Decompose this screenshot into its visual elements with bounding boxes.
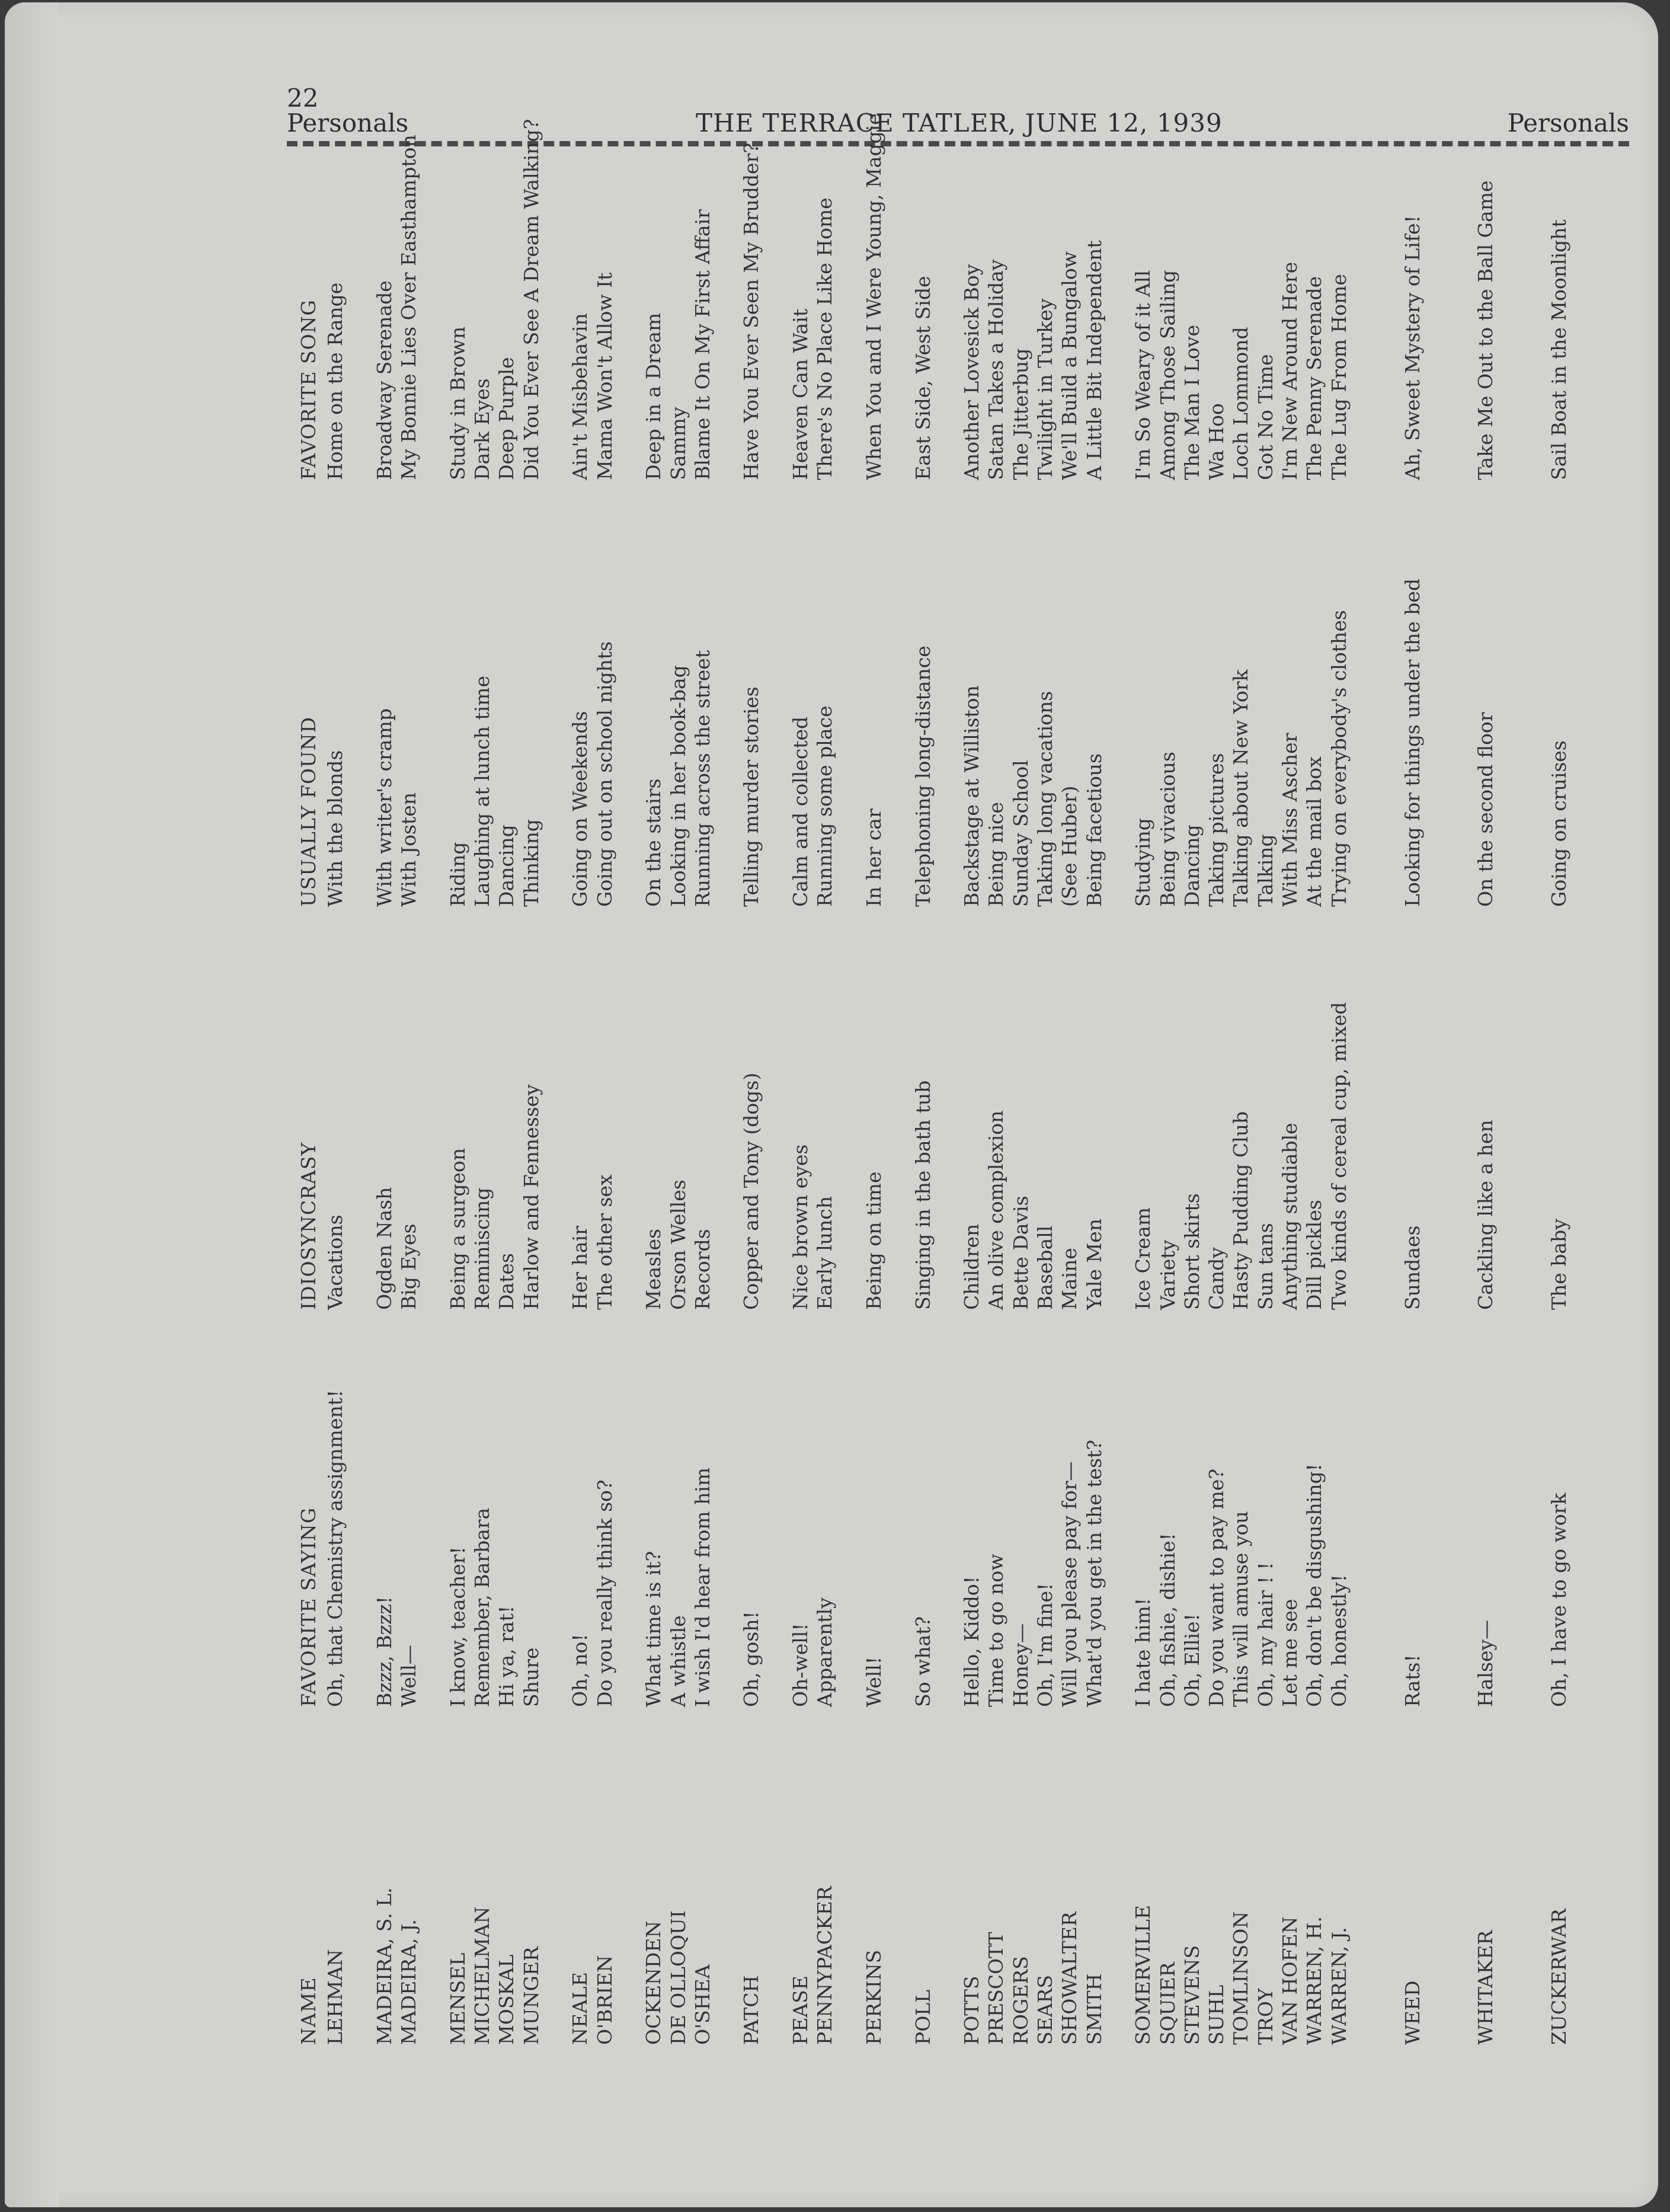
cell-idiosyncrasy: Harlow and Fennessey [519, 1084, 543, 1310]
cell-saying: I hate him! [1131, 1597, 1155, 1707]
column-header-saying: FAVORITE SAYING [297, 1507, 320, 1707]
cell-song: The Man I Love [1180, 325, 1204, 480]
section-label-left: Personals [287, 108, 409, 138]
cell-found: Backstage at Williston [960, 685, 984, 907]
cell-name: TROY [1253, 1988, 1277, 2045]
cell-song: East Side, West Side [911, 276, 935, 480]
cell-saying: Let me see [1278, 1599, 1301, 1707]
cell-name: MADEIRA, S. L. [372, 1887, 396, 2045]
cell-saying: Oh, honestly! [1327, 1574, 1351, 1707]
cell-idiosyncrasy: Measles [642, 1229, 666, 1310]
cell-idiosyncrasy: Anything studiable [1278, 1123, 1301, 1310]
cell-song: Deep Purple [495, 357, 519, 480]
cell-idiosyncrasy: Being on time [862, 1171, 885, 1310]
cell-name: MADEIRA, J. [397, 1919, 421, 2045]
cell-name: SEARS [1034, 1975, 1057, 2045]
cell-song: The Lug From Home [1327, 274, 1351, 480]
cell-name: SHOWALTER [1058, 1911, 1082, 2045]
cell-name: POLL [911, 1989, 935, 2045]
cell-song: Broadway Serenade [372, 280, 396, 480]
cell-found: Thinking [519, 819, 543, 907]
cell-found: Going on Weekends [568, 711, 592, 907]
page-fold-shadow [5, 2, 58, 2207]
cell-idiosyncrasy: Children [960, 1223, 984, 1310]
cell-name: STEVENS [1180, 1945, 1204, 2045]
cell-found: Dancing [1180, 824, 1204, 907]
cell-found: At the mail box [1303, 756, 1326, 907]
cell-saying: Time to go now [984, 1553, 1008, 1707]
cell-found: In her car [862, 808, 885, 907]
cell-song: My Bonnie Lies Over Easthampton [397, 135, 421, 480]
cell-song: Ain't Misbehavin [568, 313, 592, 480]
cell-idiosyncrasy: Bette Davis [1009, 1195, 1032, 1310]
cell-song: Mama Won't Allow It [593, 272, 616, 480]
cell-song: Wa Hoo [1205, 403, 1228, 480]
cell-idiosyncrasy: Yale Men [1082, 1218, 1106, 1310]
cell-found: (See Huber) [1058, 785, 1082, 907]
cell-idiosyncrasy: Ice Cream [1131, 1207, 1155, 1310]
cell-name: WEED [1400, 1980, 1424, 2045]
cell-name: PENNYPACKER [813, 1886, 837, 2045]
cell-found: Being vivacious [1156, 752, 1179, 907]
cell-found: With Miss Ascher [1278, 733, 1301, 907]
cell-idiosyncrasy: Two kinds of cereal cup, mixed [1327, 1002, 1351, 1310]
cell-saying: Oh, fishie, dishie! [1156, 1533, 1179, 1707]
cell-name: WARREN, J. [1327, 1927, 1351, 2045]
cell-found: Telling murder stories [740, 686, 763, 907]
cell-song: Sammy [666, 407, 690, 480]
cell-name: MUNGER [519, 1946, 543, 2045]
cell-found: With writer's cramp [372, 708, 396, 907]
cell-saying: A whistle [666, 1615, 690, 1707]
cell-song: Among Those Sailing [1156, 270, 1179, 480]
cell-found: Studying [1131, 818, 1155, 907]
cell-saying: Well— [397, 1645, 421, 1707]
cell-idiosyncrasy: An olive complexion [984, 1110, 1008, 1310]
cell-found: Looking in her book-bag [666, 665, 690, 907]
cell-saying: Do you want to pay me? [1205, 1468, 1228, 1707]
cell-saying: Oh, don't be disgushing! [1303, 1463, 1326, 1707]
cell-saying: Halsey— [1474, 1619, 1498, 1707]
cell-song: Heaven Can Wait [789, 308, 812, 480]
cell-found: Talking about New York [1229, 669, 1253, 907]
cell-name: TOMLINSON [1229, 1911, 1253, 2045]
cell-song: We'll Build a Bungalow [1058, 251, 1082, 480]
cell-name: ZUCKERWAR [1547, 1909, 1571, 2045]
cell-name: PATCH [740, 1975, 763, 2045]
cell-name: PEASE [789, 1976, 812, 2045]
cell-name: O'BRIEN [593, 1955, 616, 2045]
cell-found: With the blonds [324, 750, 347, 907]
cell-name: VAN HOFEN [1278, 1916, 1301, 2045]
cell-found: Running across the street [690, 650, 714, 907]
cell-saying: I wish I'd hear from him [690, 1467, 714, 1707]
cell-saying: Will you please pay for— [1058, 1461, 1082, 1707]
cell-saying: Oh, Ellie! [1180, 1613, 1204, 1707]
cell-found: Taking pictures [1205, 753, 1228, 907]
cell-song: Study in Brown [446, 326, 469, 480]
cell-saying: What'd you get in the test? [1082, 1440, 1106, 1707]
cell-idiosyncrasy: Sun tans [1253, 1223, 1277, 1310]
cell-song: Loch Lommond [1229, 327, 1253, 480]
cell-song: I'm New Around Here [1278, 261, 1301, 480]
cell-name: POTTS [960, 1976, 984, 2045]
cell-song: Twilight in Turkey [1034, 298, 1057, 480]
cell-song: The Jitterbug [1009, 348, 1032, 480]
cell-song: Got No Time [1253, 354, 1277, 480]
cell-saying: Shure [519, 1647, 543, 1707]
cell-saying: Remember, Barbara [471, 1507, 494, 1707]
cell-song: Sail Boat in the Moonlight [1547, 219, 1571, 480]
cell-saying: This will amuse you [1229, 1511, 1253, 1707]
cell-found: On the second floor [1474, 712, 1498, 907]
cell-idiosyncrasy: The baby [1547, 1219, 1571, 1310]
cell-saying: Oh, I have to go work [1547, 1492, 1571, 1707]
cell-song: The Penny Serenade [1303, 276, 1326, 480]
section-label-right: Personals [1507, 108, 1629, 138]
cell-name: LEHMAN [324, 1949, 347, 2045]
cell-name: MICHELMAN [471, 1906, 494, 2045]
cell-found: Being nice [984, 801, 1008, 907]
cell-name: WHITAKER [1474, 1930, 1498, 2045]
cell-saying: Oh, my hair ! ! [1253, 1562, 1277, 1707]
cell-found: Looking for things under the bed [1400, 578, 1424, 907]
cell-saying: Honey— [1009, 1623, 1032, 1707]
cell-song: Satan Takes a Holiday [984, 259, 1008, 480]
cell-idiosyncrasy: Dates [495, 1253, 519, 1310]
cell-song: Dark Eyes [471, 378, 494, 480]
cell-name: O'SHEA [690, 1964, 714, 2045]
cell-idiosyncrasy: Short skirts [1180, 1193, 1204, 1310]
cell-song: When You and I Were Young, Maggie [862, 113, 885, 480]
cell-song: Home on the Range [324, 282, 347, 480]
cell-found: Taking long vacations [1034, 691, 1057, 907]
cell-idiosyncrasy: Hasty Pudding Club [1229, 1111, 1253, 1310]
cell-idiosyncrasy: Sundaes [1400, 1225, 1424, 1310]
cell-found: Going out on school nights [593, 641, 616, 907]
cell-saying: I know, teacher! [446, 1546, 469, 1707]
cell-idiosyncrasy: Baseball [1034, 1225, 1057, 1310]
cell-saying: Rats! [1400, 1654, 1424, 1707]
cell-idiosyncrasy: Her hair [568, 1226, 592, 1310]
column-header-idiosyncrasy: IDIOSYNCRASY [297, 1142, 320, 1310]
cell-idiosyncrasy: Candy [1205, 1247, 1228, 1310]
cell-idiosyncrasy: Copper and Tony (dogs) [740, 1072, 763, 1310]
cell-song: Another Lovesick Boy [960, 264, 984, 480]
cell-idiosyncrasy: Singing in the bath tub [911, 1080, 935, 1310]
cell-song: A Little Bit Independent [1082, 240, 1106, 480]
cell-name: SQUIER [1156, 1962, 1179, 2045]
cell-idiosyncrasy: Dill pickles [1303, 1200, 1326, 1310]
cell-found: On the stairs [642, 778, 666, 907]
cell-saying: Hello, Kiddo! [960, 1576, 984, 1707]
column-header-song: FAVORITE SONG [297, 299, 320, 480]
cell-found: Dancing [495, 824, 519, 907]
cell-found: Being facetious [1082, 753, 1106, 907]
cell-found: Running some place [813, 705, 837, 907]
cell-saying: What time is it? [642, 1551, 666, 1707]
cell-idiosyncrasy: Nice brown eyes [789, 1144, 812, 1310]
cell-saying: Do you really think so? [593, 1479, 616, 1707]
cell-song: Ah, Sweet Mystery of Life! [1400, 215, 1424, 480]
cell-idiosyncrasy: Records [690, 1229, 714, 1310]
cell-found: With Josten [397, 792, 421, 907]
cell-song: Blame It On My First Affair [690, 209, 714, 480]
cell-name: WARREN, H. [1303, 1916, 1326, 2045]
cell-song: Did You Ever See A Dream Walking? [519, 119, 543, 480]
cell-name: NEALE [568, 1972, 592, 2045]
cell-saying: Well! [862, 1656, 885, 1707]
cell-song: Have You Ever Seen My Brudder? [740, 142, 763, 480]
cell-saying: Oh-well! [789, 1623, 812, 1707]
cell-found: Telephoning long-distance [911, 645, 935, 907]
page-number: 22 [287, 84, 319, 113]
cell-found: Going on cruises [1547, 740, 1571, 907]
cell-saying: So what? [911, 1616, 935, 1707]
cell-found: Calm and collected [789, 716, 812, 907]
cell-saying: Apparently [813, 1597, 837, 1707]
cell-found: Sunday School [1009, 760, 1032, 907]
cell-name: MOSKAL [495, 1954, 519, 2045]
cell-saying: Bzzz, Bzzz! [372, 1596, 396, 1707]
cell-saying: Oh, no! [568, 1634, 592, 1707]
cell-saying: Oh, gosh! [740, 1611, 763, 1707]
cell-idiosyncrasy: Being a surgeon [446, 1147, 469, 1310]
cell-idiosyncrasy: Big Eyes [397, 1223, 421, 1310]
cell-name: SUHL [1205, 1984, 1228, 2045]
cell-name: OCKENDEN [642, 1920, 666, 2045]
cell-name: MENSEL [446, 1952, 469, 2045]
cell-name: SMITH [1082, 1973, 1106, 2045]
cell-idiosyncrasy: Ogden Nash [372, 1187, 396, 1310]
cell-song: There's No Place Like Home [813, 197, 837, 480]
column-header-found: USUALLY FOUND [297, 716, 320, 907]
cell-song: I'm So Weary of it All [1131, 270, 1155, 480]
publication-title: THE TERRACE TATLER, JUNE 12, 1939 [696, 108, 1223, 138]
cell-song: Take Me Out to the Ball Game [1474, 180, 1498, 480]
cell-saying: Hi ya, rat! [495, 1605, 519, 1707]
cell-song: Deep in a Dream [642, 312, 666, 480]
cell-name: PRESCOTT [984, 1932, 1008, 2045]
cell-saying: Oh, I'm fine! [1034, 1583, 1057, 1707]
cell-name: PERKINS [862, 1949, 885, 2045]
column-header-name: NAME [297, 1977, 320, 2045]
cell-idiosyncrasy: Reminiscing [471, 1187, 494, 1310]
cell-idiosyncrasy: The other sex [593, 1174, 616, 1310]
cell-idiosyncrasy: Cackling like a hen [1474, 1120, 1498, 1310]
cell-idiosyncrasy: Vacations [324, 1214, 347, 1310]
cell-idiosyncrasy: Maine [1058, 1248, 1082, 1310]
cell-found: Laughing at lunch time [471, 676, 494, 907]
cell-found: Trying on everybody's clothes [1327, 610, 1351, 907]
cell-idiosyncrasy: Variety [1156, 1239, 1179, 1310]
cell-name: DE OLLOQUI [666, 1910, 690, 2045]
cell-found: Riding [446, 842, 469, 907]
cell-idiosyncrasy: Early lunch [813, 1195, 837, 1310]
cell-found: Talking [1253, 834, 1277, 907]
cell-name: SOMERVILLE [1131, 1905, 1155, 2045]
cell-name: ROGERS [1009, 1956, 1032, 2045]
cell-idiosyncrasy: Orson Welles [666, 1179, 690, 1310]
cell-saying: Oh, that Chemistry assignment! [324, 1389, 347, 1707]
